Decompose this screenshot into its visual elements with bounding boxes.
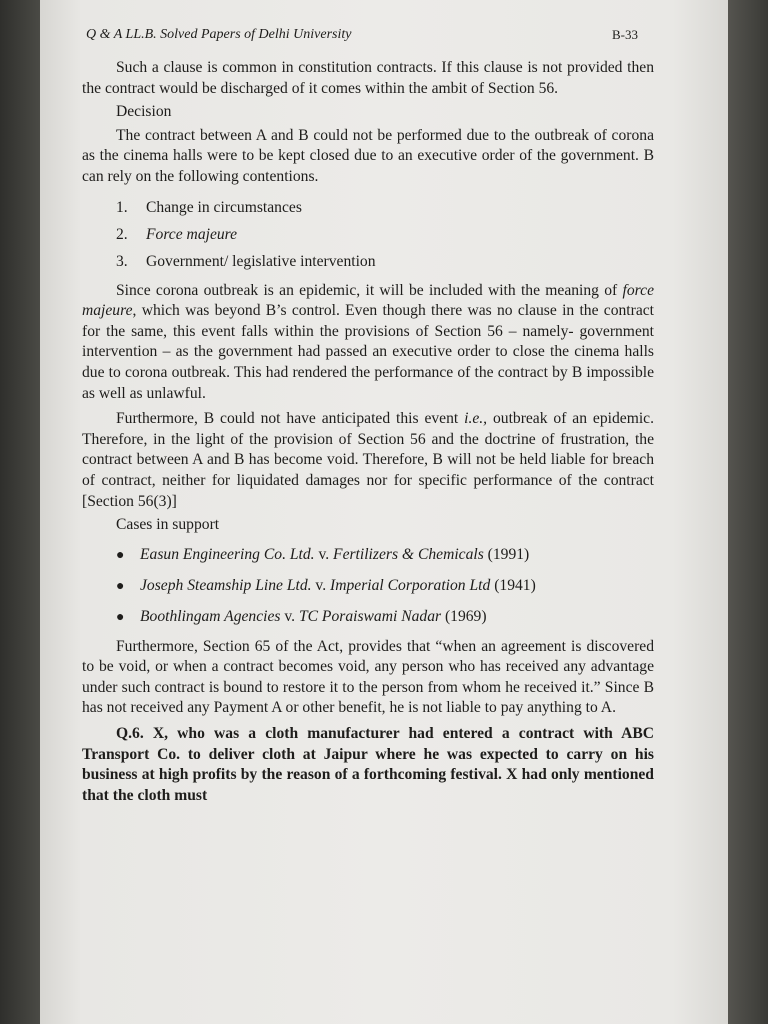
list-item: 2. Force majeure <box>116 225 238 243</box>
question-6: Q.6. X, who was a cloth manufacturer had entered a contract with ABC Transport Co. to deliver cloth at Jaipur where he was expected to carry on his business at high profits by the reason of a forthcoming festival. X had only mentioned that the cloth must <box>82 725 654 804</box>
page-shadow-right <box>728 0 768 1024</box>
heading-decision: Decision <box>116 103 172 121</box>
contentions-list <box>82 194 654 275</box>
cases-list <box>82 540 654 633</box>
paragraph-clause: Such a clause is common in constitution contracts. If this clause is not provided then the contract would be discharged of it comes within the ambit of Section 56. <box>82 59 654 97</box>
bullet-icon: ● <box>116 609 125 625</box>
heading-cases: Cases in support <box>116 516 220 534</box>
list-item: 3. Government/ legislative intervention <box>116 252 376 270</box>
page-shadow-left <box>0 0 40 1024</box>
bullet-icon: ● <box>116 578 125 594</box>
bullet-icon: ● <box>116 547 125 563</box>
paragraph-decision: The contract between A and B could not be performed due to the outbreak of corona as the cinema halls were to be kept closed due to an executive order of the government. B can rely on the following contentions. <box>82 126 654 185</box>
list-item: ● Joseph Steamship Line Ltd. v. Imperial Corporation Ltd (1941) <box>116 571 654 602</box>
page-body <box>82 58 654 806</box>
page-header <box>86 26 638 44</box>
list-item: ● Easun Engineering Co. Ltd. v. Fertilizers & Chemicals (1991) <box>116 540 654 571</box>
paragraph-frustration: Furthermore, B could not have anticipated this event i.e., outbreak of an epidemic. Therefore, in the light of the provision of Section 56 and the doctrine of frustration, the contract between A and B has become void. Therefore, B will not be held liable for breach of contract, neither for liquidated damages nor for specific performance of the contract [Section 56(3)] <box>82 410 654 510</box>
running-title: Q & A LL.B. Solved Papers of Delhi University <box>86 27 352 42</box>
page-number: B-33 <box>612 27 638 42</box>
list-item: 1. Change in circumstances <box>116 198 302 216</box>
paragraph-section-65: Furthermore, Section 65 of the Act, provides that “when an agreement is discovered to be void, or when a contract becomes void, any person who has received any advantage under such contract is bound to restore it to the person from whom he received it.” Since B has not received any Payment A or other benefit, he is not liable to pay anything to A. <box>82 637 654 717</box>
paragraph-force-majeure: Since corona outbreak is an epidemic, it will be included with the meaning of force majeure, which was beyond B’s control. Even though there was no clause in the contract for the same, this event falls within the provisions of Section 56 – namely- government intervention – as the government had passed an executive order to close the cinema halls due to corona outbreak. This had rendered the performance of the contract by B impossible as well as unlawful. <box>82 281 654 402</box>
list-item: ● Boothlingam Agencies v. TC Poraiswami Nadar (1969) <box>116 602 654 633</box>
